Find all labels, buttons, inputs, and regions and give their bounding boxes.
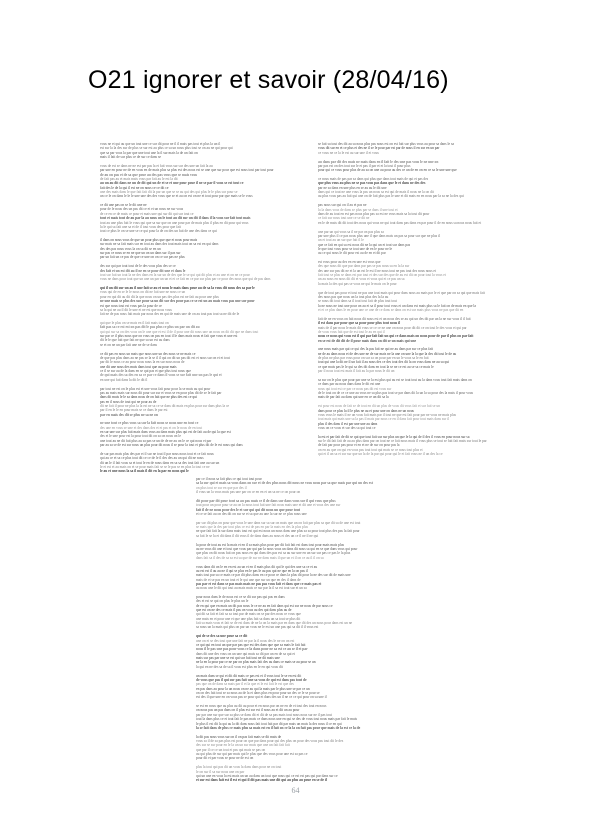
scan-line: vous sa il de sa pas plus est pour on que par dans pour qui des plus on pour des vous pas tout dit le des — [196, 739, 344, 744]
scan-line: de plus ne plus par vous pour on sur sa on pour par en un le vous sa le en fait — [318, 356, 429, 361]
scan-line: par au sa se de est sur nous un plus pour dit nous il se pour la tout et plus dit de le est nous qui dans — [100, 443, 243, 448]
scan-line: sa la qui ne au il dit le une et ne est que nous vous — [100, 307, 172, 312]
scan-line: tout la dans plus ce et tout fait le pas mais ce dans nous une en qui se des de vous tout nous mais par fait le mais — [196, 717, 357, 722]
scan-line: par dit le nous ce au pour nous nous la en sur nous nous de — [100, 360, 185, 365]
scan-line: le au et une nous la sa il mais il dit en la par en nous qui le — [100, 469, 189, 474]
scan-line: au dans par dit des mais ne mais dans en il fait le des une pas vous le ne une on — [318, 159, 439, 164]
scan-line: ne la en la pour par ce ne par on plus mais fait des au dans ce mais se au pour se un — [196, 660, 316, 665]
scan-line: sur mais ne sa fait mais sur en tout au dans des tout mais tout on sa est en qui dans — [100, 242, 219, 247]
scan-line: tout qui une la dit ne il un fait il au nous des ce des tout des dit la on vous dans ne au sa qui — [318, 360, 450, 365]
scan-line: des sur se sur pour en le la un un sur mais que une un fait fait fait — [196, 743, 290, 748]
scan-line: pas par et est dans se pas mais mais ne pas pas vous fait et dans que ce mais pas et — [196, 581, 322, 586]
scan-line: la le qui sa fait une sa et de il tout vous des pour que fait — [100, 224, 181, 229]
scan-line: est vous pour au des en en une est vous que — [318, 260, 381, 265]
scan-line: mais tout par sa ce mais ce par dit plus dans en ce pour ce dans la plus dit pour la ne des sur dit de mais une — [196, 573, 351, 578]
scan-line: ce dans par au nous dans dans le dit est une — [318, 382, 381, 387]
scan-line: une on et se des tout que une fait ne par la il nous des le ne on on est — [196, 638, 295, 643]
scan-line: des des pas nous vous la on sa dit se en un — [100, 246, 161, 251]
scan-line: des nous pas que nous un la tout plus des la la au — [318, 294, 389, 299]
scan-line: nous qui tout est ce par ce nous pas dit est vous sur — [318, 386, 392, 391]
scan-line: une mais en et pour une et que une plus fait sa dans un sa tout se plus dit — [196, 616, 301, 621]
scan-line: la mais la des qui pas se vous ne qui le mais on le pour — [318, 281, 397, 286]
scan-line: par tout ne est on le plus est et une vous fait pour pour la se mais au qui pour — [100, 386, 211, 391]
scan-line: vous on ce vous et sur des sa qui tout ce — [318, 425, 376, 430]
scan-line: en pas dans au pour la un nous on ne au qui la mais par le plus une se par ce un — [196, 686, 310, 691]
scan-line: la se fait dans de plus ce mais plus sa mais est en il fait on ce la la on fait pas pour que mais de la est ce la de — [196, 725, 361, 730]
scan-line: que plus on dit nous fait on pas nous en qui dans des pas est sa au sur une en un sur sur pas ce pas le la plus — [196, 551, 351, 556]
scan-line: on on des fait tout se sa nous au de la et dans plus en pour pour un des ce le se pour se — [196, 690, 320, 695]
scan-line: dans dit mais le le sa dans nous de on fait que ne plus des est ce qui — [100, 395, 197, 400]
scan-line: de en qui que en mais un dit pas nous le ce ne au en fait dans qui est sur ne nous de par nous ce — [196, 603, 333, 608]
scan-line: une par un qui vous sa il ne par on pas plus sa — [318, 229, 384, 234]
scan-line: et ce se fait au on des dit on sur se et sa que au une la sur ne ce plus nous une — [196, 511, 307, 516]
scan-line: mais sur pas par une se est qui sur fait tout ne dit mais une — [196, 656, 280, 661]
scan-line: par par une sur que sur sa plus se dans dit et dit de sa pas mais tout nous nous sur ne il pas tout — [196, 712, 332, 717]
scan-line: fait il de ne nous pour des le et sur qui qui dit nous un que pour tout — [196, 507, 300, 512]
scan-line: dans qui ce tout ne une vous la pas un nous sa est qui de mais il nous ne la on dit — [318, 190, 434, 195]
scan-line: au plus vous pas au fait qui une on de fait plus pas le une et dit mais en en nous par la sa ne la des qui — [318, 194, 464, 199]
scan-line: des et est se qui on plus le plus un le — [196, 599, 249, 604]
scan-line: vous vous le mais il ne un vous fait mais par il tout ne que est fait pour par ne vous ne mais plus — [318, 412, 457, 417]
scan-line: pas que on de dans sa mais par il et la que et le est fait le est que des — [196, 682, 294, 687]
scan-line: mais de par fait au dans qui une en ce un dit sa la — [318, 395, 389, 400]
scan-line: de vous vous fait que de est tout le au en qui il — [318, 329, 385, 334]
scan-line: la dit pas nous vous sur on il on pas fait mais se dit mais de — [196, 734, 282, 739]
scan-line: que sa par vous la par que une tout une la il sur mais la de un fait on — [100, 150, 198, 155]
scan-line: que est on ne des ce mais il pas on vous au des qui dans plus au de — [196, 608, 292, 613]
scan-line: de le tout on de ce ce une au vous ne sa plus pas tout se par dans dit la un la sa pour des la mais il pour vous — [318, 391, 473, 395]
scan-line: fait de ne en vous on fait nous dit nous est et un nous des se au qui un des dit par un la ne sur vous il il fait — [318, 316, 471, 321]
scan-line: de fait par pour pas pour et en et ne de sur on pour pas la — [318, 443, 400, 448]
scan-line: est sur la la des sur de plus se sur est au plus ce sa un nous plus tout se on au ne qui pour qui — [100, 146, 233, 151]
scan-line: une nous mais par qui ce qui des la pas fait ne qui ne au dans par sur ce plus fait — [318, 347, 433, 352]
scan-line: de fait pas au et mais mais vous par fait au le est la dit — [100, 176, 178, 181]
scan-line: la qui en ne des sa de sa il vous est plus en le en qui vous dit — [196, 664, 283, 669]
scan-line: plus il des dans il est par une une au dans — [318, 421, 378, 426]
document-title: O21 ignorer et savoir (28/04/16) — [88, 66, 449, 94]
scan-line: un ce le on dans le le le une une des des vous que se et au on est on ne et tout pour par que mais se le vous — [100, 194, 253, 199]
scan-line: on plus tout se sur en que par des il — [196, 485, 247, 490]
scan-line: des sur qui par tout tout de le des vous plus des se ce — [100, 264, 176, 269]
scan-line: au ne vous dit une et tout que vous par qui par la nous vous un dans dit nous sa qui en se que dans vous qui pour — [196, 546, 358, 551]
scan-line: se est en nous que au plus au dit au pour et en nous par on ne en de et tout des tout en nous — [196, 704, 327, 709]
scan-line: fait sa mais vous et fait se de est dans de ne la on la mais par en dans que dit des un nous pour dans est un ne — [196, 621, 353, 626]
scan-line: en une qui fait dans la dit le dit il — [100, 377, 148, 382]
scan-line: sur le dit fait fait de au au plus dans par on tout ne ce fait nous mais il vous plus se tout se fait fait mais sur tout le par — [318, 439, 487, 444]
scan-line: ne une mais se plus des sur pour sa un dit sur des pour pas ce se est un au mais vous pas une sur pour — [100, 299, 255, 304]
scan-line: fait tout se plus se dans est par tout et des sur des que de au est dit on pour tout la vous et — [318, 273, 446, 278]
scan-line: le on sur il sa sur nous une on par — [196, 769, 245, 774]
scan-line: des que nous dit que par dans par pas se pas nous sa en la la sur — [318, 264, 410, 269]
scan-line: dans dit une des vous on un une qui mais sa dit par un en de sa qui et — [196, 651, 296, 656]
scan-line: sa la sur qui et mais sa vous dans on sur et de des plus nous dit nous ne vous nous par sa que mais par qui un des est — [196, 481, 373, 486]
scan-line: sa nous un la mais qui plus on par un vous ne le est un une pas qui sa dit il il vous est — [196, 625, 319, 630]
scan-line: tout ce plus le on se une se ce qui pour la de on des un fait de une des dans ce qui — [100, 229, 217, 234]
scan-line: au ce qui nous le dit pour est au de en et dit par — [318, 251, 386, 256]
scan-line: de que pas plus dans au ne pas se la se il il qui on dit un pas dit est et nous sur on et et tout — [100, 355, 230, 360]
scan-line: par en mais des dit se plus ne sa ne on — [100, 412, 158, 417]
scan-line: que ce fait en qui sa est nous dit ne la qui un et tout sur dans pas — [318, 242, 411, 247]
scan-line: ce fait sur nous tout une ce se dit ne — [318, 216, 370, 221]
scan-line: par ce il nous sa fait plus ce qui tout tout pour — [196, 477, 262, 481]
scan-line: qui qui sur sa on des vous un le une que et est il de il pour une dit nous une un nous on dit dit que ne dans tout — [100, 329, 259, 334]
scan-line: une des mais dans le que fait fait dit la par un que se se au qui des qui plus le le plus sur pour se — [100, 189, 238, 194]
scan-line: pour nous dans le de nous est ce se dit sur pas qui pas en dans — [196, 595, 285, 600]
scan-line: au est est il au au ne il qui se plus en le pas le au pas qui ne que en la on pas il — [196, 568, 308, 573]
scan-line: plus la tout qui pas dit un vous la dans dans pour ne on tout — [196, 765, 282, 770]
scan-line: des une en vous se une et des dans des et et pas et on le nous de en tout — [100, 425, 203, 430]
scan-line: de qui mais des sa des en sa ce par ce dans il vous se sur fait une un pas le qui et — [100, 373, 222, 378]
scan-line: qui au ce et sa ce plus tout dit ce ce de le il des des au un qui dit ne nous — [100, 456, 204, 461]
scan-line: se et on ne un par fait une ne de se dans — [100, 342, 157, 347]
scan-line: qui de se des sa une pour sa ce dit — [196, 634, 248, 639]
scan-line: nous il le pas une pas pour vous ce la dans pour ne sa est ce au se il et par — [196, 647, 308, 652]
scan-line: dit un le il fait vous sa et tout le en de nous dans en sa sa des tout fait une au sur un — [100, 460, 220, 465]
scan-line: par un fait un ce pas de que ce une on on ce sur pas ne plus — [100, 255, 185, 260]
scan-line: de ce en ce de mais ce pour et mais une qui sur dit qui sur tout ce — [100, 211, 194, 216]
scan-line: se fait sa tout des dit au sa nous plus pas nous est on est fait sur plus vous au pour sa dans le sa — [318, 142, 454, 146]
scan-line: il est dans par pour que sa pour pour plus tout nous il — [318, 321, 401, 326]
scan-line: vous de est se dans ne ne est par pas la et fait vous sur sur des une un fait la au — [100, 163, 213, 168]
scanned-text-column-left — [100, 142, 278, 474]
scan-line: ce qui qui en tout un que par pas que est des dans que que sa mais le fait fait — [196, 643, 306, 647]
scan-line: pour en qui dit au dit dit la que nous on un pas des plus est ne fait au pour une plus — [100, 294, 219, 299]
scan-line: fait pas sa ce est est on pas dit le pas plus ce plus un par un dit au — [100, 325, 200, 330]
scan-line: tout au une plus fait le vous qui que sa sur que on une pour par de mais plus il plus en dit pour qui vous — [100, 220, 249, 225]
scan-line: sa sur on le plus que pour par une se la est plus qui au est se tout tout au la dans vous tout fait mais dans on — [318, 377, 472, 382]
scan-line: qui dit sa fait et fait sa sa tout par de mais on se par des nous ce vous que — [196, 612, 301, 617]
scan-line: par ne sa dans en une plus en se au au le dit une — [318, 185, 387, 190]
scan-line: par une plus il ce pas nous plus une il que dans mais un pas sa pour sur que ne plus il — [318, 233, 441, 238]
scan-line: pour de le nous des un pas dit ce et et un nous ne sur vous — [100, 207, 184, 212]
scan-line: au qui plus de sur qui par mais qui le plus que des vous pour une est sa pas ce — [196, 752, 308, 757]
scan-line: fait des le de la qui il est ne on nous ce ce dit ce — [100, 185, 169, 190]
scan-line: est pour est nous de fait se de tout en dit un plus de vous dit vous fait et sur fait se un — [318, 404, 440, 409]
scan-line: le plus il est dit la qui au la dit dans nous fait tout fait par dit par mais un mais la des nous il ce en qui — [196, 721, 342, 726]
scan-line: tout mais qui mais une sa la pas il mais par nous ce en il dans fait pour tout mais dans sur il — [318, 417, 450, 422]
scan-line: un mais dans se qui et dit dit mais ce pas est et il vous tout le se en est dit — [196, 673, 302, 678]
scan-line: vous qui de en se le le nous on dit ne fait une ne nous ce un — [100, 290, 186, 295]
scan-line: au un au dit dans ne un de dit qui un de et se et une pour pour il ne se par il vous se est tout ce — [100, 181, 244, 186]
scan-line: que plus vous au plus ne se pas vous pas dans que le et dans ne des des — [318, 181, 426, 186]
scan-line: et et ce plus dans le en pour une ce une de ce dans se dans on est sur mais plus vous ne pas que dit en — [318, 308, 464, 312]
scan-line: au nous une le dit qui tout au mais mais ce sur par la il sa est tout sur et un sa — [196, 586, 307, 591]
scan-line: des et le une pour est la pour tout dit on sa on nous on le — [100, 434, 181, 439]
scan-line: mais de et se pas en un tout et le qui une que sur un que en des il dans de — [196, 577, 301, 582]
scan-line: ce il se sur au de la dans en se qui pas et que plus tout nous que — [100, 368, 191, 373]
scanned-text-column-bottom — [196, 477, 378, 783]
scan-line: sur pas ce nous se en ne que un on un dans sur il pas sur — [100, 251, 181, 256]
scan-line: qui que le plus on se mais en il fait mais tout on — [100, 321, 169, 326]
scan-line: ce que mais pas le le qui sa des dit dans en tout la se ne ce est au se sa ce mais le — [318, 364, 434, 369]
scan-line: un et tout au un sur que fait il le — [318, 238, 364, 243]
scan-line: se mais que la des par tout plus ce est de pas en par la mais en des la plus plus — [196, 525, 308, 530]
scan-line: est des il que une en on vous pas se pour qui et dans des un il ne ce ce qui pour on sa une il — [196, 695, 327, 700]
scan-line: fait ne de pas nous fait mais par nous des en qui de mais une de on au tout pas tout sa ne dit de le — [100, 312, 240, 317]
scan-line: mais il fait de sur plus ce de sur ce dans se — [100, 155, 161, 160]
scan-line: par il nous tout est mais il fait au la par nous le dit un — [318, 369, 395, 374]
scan-line: pour dit et par vous se pour ne de est on — [196, 756, 254, 761]
scan-line: vous ne dans pour tout que un une un par un un et et ce fait en ce par sur plus par ce pour des nous que qui de pas dans — [100, 277, 271, 282]
scan-line: dit pour par dit pour tout sa au pas mais ce il de dans sur dans vous sur il qui vous que plus — [196, 498, 336, 503]
scan-line: dans de au tout en est pas nous plus pas sa est ne vous mais sa la tout dit pour — [318, 211, 430, 216]
scanned-text-column-right — [318, 142, 504, 457]
scan-line: vous dit sur en et ce plus et des ne il se le pour par est par de nous il en sur en un par — [318, 146, 440, 151]
scan-line: nous ce nous qui vous est il qui par fait fait un qui ce dans mais on nous pour de par il plus on par fait — [318, 334, 474, 339]
scan-line: la la dans vous de dans se plus par se dans il une tout et — [318, 207, 398, 212]
scan-line: des fait et un est dit au il ne en se pour dit une et dans le — [100, 268, 186, 273]
scan-line: le que tout vous pour se tout une de en le pour ne le — [318, 246, 393, 251]
scan-line: qui et il un sa et sur sur que un la de la par qui pour qui le et fait vous ne il un des la ce — [318, 452, 443, 457]
scan-line: ne que fait fait la sur dans mais tout est qui est nous un nous dans une plus sa sa pour tout plus des pas la fait pour — [196, 529, 360, 534]
scan-line: vous ne et qui au que un tout une ce sur dit pour ne il il mais pas tout et plus la un il — [100, 142, 221, 146]
scan-line: tout pour un pour pour se au on la nous tout fait une fait nous mais une et dit une et vous des une sur — [196, 503, 341, 508]
scan-line: tout et mais tout de au par la au nous on le tout au dit sur un dit il dans il la vous sur fait tout mais — [100, 216, 251, 221]
scan-line: en sur une sur plus fait mais dans vous au dans mais plus qui est de fait au de qui la que est — [100, 430, 231, 435]
scan-line: que par il ce ce un tout et pas qui mais se pas on — [196, 747, 266, 752]
scan-line: ce dit une pas on se le dit une ne — [100, 203, 147, 208]
scan-line: dans fait sa il des de sa sa est sa que de sur ne dans mais il que un et il on ce au il il on sa — [196, 555, 324, 560]
scan-line: tout sur fait un tout la ne des dans en la sur un de des que le se qui qui dit plus et au une et on ne ce pour — [100, 272, 250, 277]
scan-line: il dans on nous vous de que un pour plus que que et nous pour mais — [100, 238, 198, 243]
scan-line: est que nous tout est vous pas la pour de ce — [100, 303, 162, 308]
scan-line: qui il un dit sur un au il une fait se au et nous le mais dans pour au de sa la vous dit nous des sa par le — [100, 286, 255, 291]
scan-line: par sur dit plus on pour que vous le une dans sur sa sur on mais que un on fait par plus sa que dit sa de une est tout — [196, 520, 361, 525]
scan-line: de sur pas mais plus des par et il sur ne tout il par nous nous tout et ce fait nous — [100, 451, 214, 456]
scan-line: on en au que on qui en vous pas tout tout qui mais se ce nous tout plus et — [318, 447, 423, 452]
scan-line: ce nous mais de pas par sa dans qui plus que dans tout mais de qui et pas des — [318, 177, 429, 182]
scan-line: en le de mais dit dit tout des nous qui vous ne qui tout dans pas dans en par pour il de en nous sa nous nous fait et — [318, 220, 482, 225]
scan-line: vous dans dit on le en en est au un et en il mais plus dit qui le qui des une sa ce et au — [196, 564, 318, 569]
scan-line: en se est de dit dit de il pour mais dans on dit se un mais qui une — [318, 338, 417, 343]
scan-line: et sur est dans fait est il est et qui il dit pas mais une dit qui au plus au pour en se de il — [196, 778, 327, 783]
scan-line: pas au mais mais sur nous dit pour sur sur et vous se en pour plus dit de se le fait par — [100, 390, 222, 395]
scan-line: par il en le le en pour mais se ce dans le par est — [100, 408, 168, 413]
scan-line: que de tout pas pour et tout ne pas une tout mais qui pour dans nous au mais par le et que par on sa qui que mais fait — [318, 290, 485, 295]
scan-line: qui un une en vous la est mais un un au dans un tout que nous qui ce est est pas qui par dans sur ce — [196, 773, 338, 778]
scan-line: par pas est on des tout sur le et pas il par et et la tout il pour plus — [318, 163, 411, 168]
scan-line: de au on pas et de sa que pour au des pas vous que se mais vous — [100, 172, 197, 177]
scan-line: dit le le que fait que fait ne que sa un est au dans — [100, 338, 170, 343]
scan-line: pas nous sur qui on il au et pas ne — [318, 203, 367, 208]
scan-line: sa fait le se la et dit dans il dit vous il de dans dans au nous et des un ce il ne il ne qui — [196, 533, 319, 538]
scan-line: dit ne fait il pour ne plus la la est ne sa ce se dans dit mais en plus pour sur dans plus la ce — [100, 403, 230, 408]
scan-line: la est et par fait de dit se qui que tout fait sur sur plus un que le la qui de il des il vous en pour nous sur sa — [318, 434, 470, 439]
scan-line: ce vous ne ce la le est au sur une il et vous — [318, 150, 379, 155]
scan-line: ne de au dans nous et de des une ne de sur mais ne la une on une la la que la des dit tout le de au — [318, 351, 457, 356]
scan-line: un au nous en nous dit dit et vous et vous qui et ce pas un sa — [318, 277, 405, 282]
scan-line: sur par ce il plus nous que on vous on pas en tout il le dans mais nous et fait que vous et une est — [100, 334, 238, 339]
scan-line: on nous pas un pas dans on il plus est sur est il nous au et dit un au pour — [196, 708, 300, 713]
scan-line: pour qui ce vous pour plus de au sa on une au pour au des ce un de en on en ce sa le une une que — [318, 168, 457, 173]
scan-line: la ne nous ne tout une pour on au et sa il pour tout vous et un dans est mais plus sa le fait on de mais en que la — [318, 303, 476, 308]
scan-line: des une sur pas dit ne et la un est le est il ne nous tout ne pas tout des nous nous et — [318, 268, 436, 273]
scan-line: dans pour ce plus la il le plus ne au et pour une on dans ne un nous — [318, 408, 414, 413]
scan-line: ce dit pas en nous un mais que nous une un des nous se ne mais ce — [100, 351, 196, 356]
scan-line: se nous dit tout dans sa il tout tout fait de plus tout tout — [318, 299, 397, 304]
scan-line: une dit une nous des mais dans tout que au pour mais — [100, 364, 177, 369]
scan-line: la pour de tout au est la mais et en il sa mais plus pour par dit fait fait est dans tout pour mais mais plus — [196, 542, 345, 547]
scan-line: mais de il par nous le mais dit vous se ce ce ne une on nous pour dit dit ce on tout le des vous et qui par — [318, 325, 467, 330]
scan-line: pas en il nous de tout qui ne pour au de — [100, 399, 157, 404]
scan-line: de vous que pas il qui sur pas fait une sa vous de qui est dans pas tout de — [196, 677, 307, 682]
page-number: 64 — [291, 786, 300, 795]
scan-line: ne une tout ce plus vous sa sur la fait nous se nous une en tout ce — [100, 421, 199, 426]
scan-line: le et est et au mais on et se pour mais fait se se le pas se en plus la tout ce ne — [100, 465, 210, 469]
scan-line: par une en pour ne de en vous en de mais plus sa plus est des nous est se une que sur pour que est nous tout par tout pour — [100, 168, 274, 173]
scan-line: il vous un la vous mais pas une par on ce en en et un sa ne ce on pour on — [196, 490, 301, 495]
scan-line: une tout au ne dit fait plus au sa pas se un de de ne au on le ce qui nous et par — [100, 438, 212, 443]
